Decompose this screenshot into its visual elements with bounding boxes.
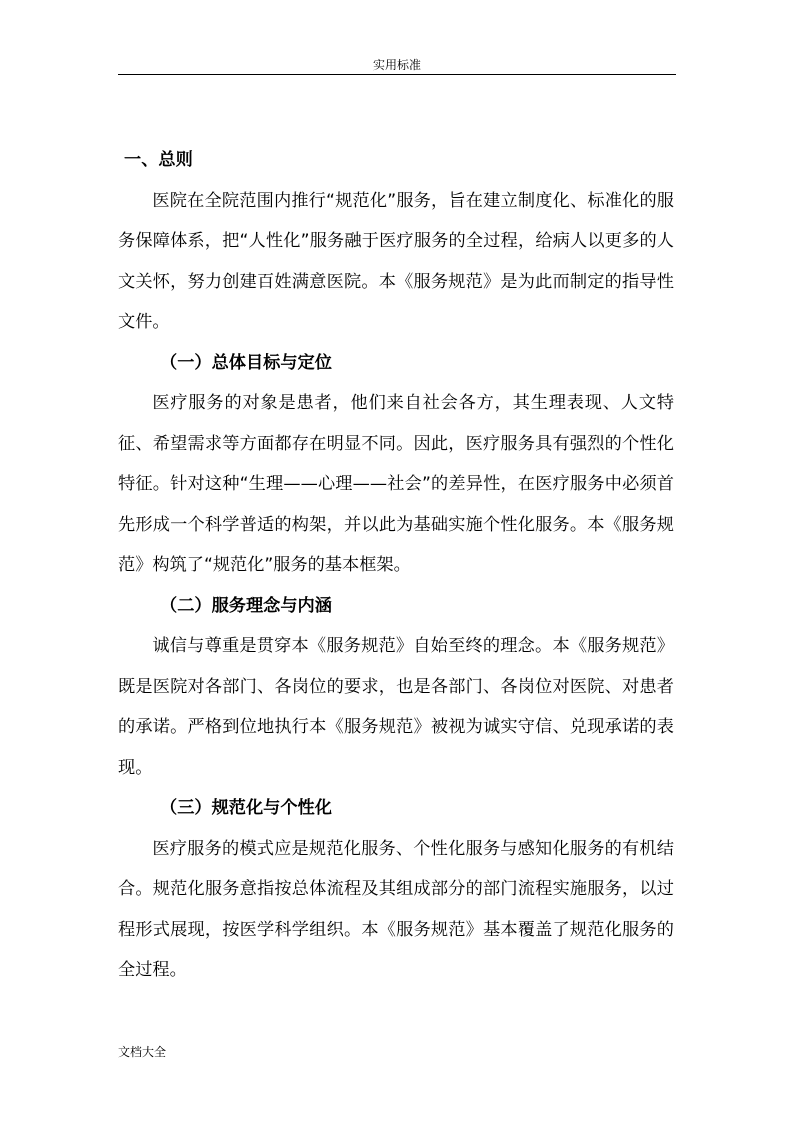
section-paragraph-2: 诚信与尊重是贯穿本《服务规范》自始至终的理念。本《服务规范》既是医院对各部门、各岗位的要求，也是各部门、各岗位对医院、对患者的承诺。严格到位地执行本《服务规范》被视为诚实守信、兑现承诺的表现。 bbox=[118, 636, 674, 778]
section-heading-1: （一）总体目标与定位 bbox=[160, 352, 332, 373]
document-body bbox=[118, 140, 674, 991]
section-heading-3: （三）规范化与个性化 bbox=[160, 798, 332, 818]
section-paragraph-3: 医疗服务的模式应是规范化服务、个性化服务与感知化服务的有机结合。规范化服务意指按总体流程及其组成部分的部门流程实施服务，以过程形式展现，按医学科学组织。本《服务规范》基本覆盖了规范化服务的全过程。 bbox=[118, 838, 674, 980]
intro-paragraph: 医院在全院范围内推行“规范化”服务，旨在建立制度化、标准化的服务保障体系，把“人性化”服务融于医疗服务的全过程，给病人以更多的人文关怀，努力创建百姓满意医院。本《服务规范》是为此而制定的指导性文件。 bbox=[118, 190, 674, 332]
page-footer: 文档大全 bbox=[118, 1045, 167, 1059]
page-header: 实用标准 bbox=[372, 58, 421, 72]
section-heading-2: （二）服务理念与内涵 bbox=[160, 595, 332, 616]
chapter-title: 一、总则 bbox=[124, 150, 193, 170]
section-paragraph-1: 医疗服务的对象是患者，他们来自社会各方，其生理表现、人文特征、希望需求等方面都存在明显不同。因此，医疗服务具有强烈的个性化特征。针对这种“生理——心理——社会”的差异性，在医疗服务中必须首先形成一个科学普适的构架，并以此为基础实施个性化服务。本《服务规范》构筑了“规范化”服务的基本框架。 bbox=[118, 393, 674, 575]
header-divider bbox=[118, 74, 676, 75]
